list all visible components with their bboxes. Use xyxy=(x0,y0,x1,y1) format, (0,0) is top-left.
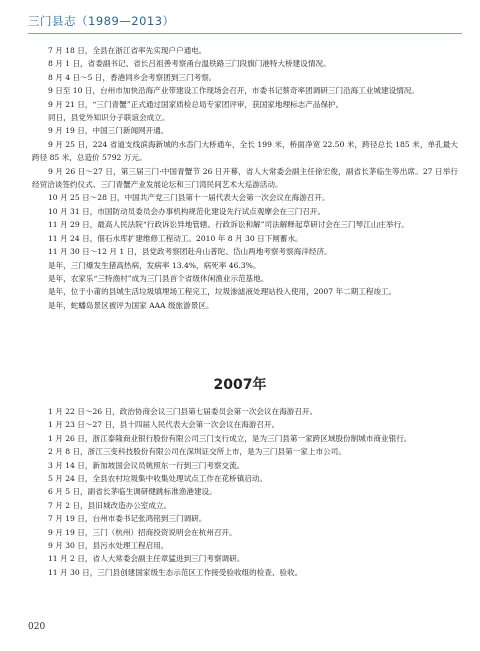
header-title: 三门县志（1989—2013） xyxy=(28,14,175,28)
chronicle-entry: 是年，位于小莆的县城生活垃圾填埋场工程完工，垃圾渗滤液处理站投入使用，2007 年二期工程竣工。 xyxy=(47,287,397,297)
chronicle-entry: 11 月 24 日，佃石水库扩建维修工程动工。2010 年 8 月 30 日下闸蓄水。 xyxy=(47,233,303,243)
header-rule xyxy=(28,33,462,34)
chronicle-entry: 9 月 19 日，中国三门新闻网开通。 xyxy=(47,126,169,136)
chronicle-entry: 1 月 23 日～27 日，县十四届人民代表大会第一次会议在海游召开。 xyxy=(47,420,280,430)
chronicle-entry: 1 月 22 日～26 日，政治协商会议三门县第七届委员会第一次会议在海游召开。 xyxy=(47,407,318,416)
entries-2006 xyxy=(32,44,458,312)
chronicle-entry: 是年，农家乐“三特渔村”成为三门县首个省级休闲渔业示范基地。 xyxy=(47,273,269,283)
chronicle-entry: 9 月 21 日，“三门青蟹”正式通过国家质检总局专家团评审，获国家地理标志产品保护。 xyxy=(47,99,344,109)
chronicle-entry: 7 月 18 日，全县在浙江省率先实现户户通电。 xyxy=(47,46,207,55)
chronicle-entry: 3 月 14 日，新加坡国会议员姚照东一行到三门考察交流。 xyxy=(47,460,245,470)
chronicle-entry: 9 月 26 日～27 日，第三届三门·中国青蟹节 26 日开幕，省人大常委会副主任徐宏俊，副省长茅临生等出席。27 日举行经贸洽谈签约仪式、三门青蟹产业发展论坛和三门湾民间艺术大巡游活动。 xyxy=(32,166,458,190)
chronicle-entry: 11 月 29 日，最高人民法院“行政诉讼异地管辖、行政诉讼和解”司法解释起草研讨会在三门琴江山庄举行。 xyxy=(47,220,409,230)
chronicle-entry: 8 月 1 日，省委副书记、省长吕祖善考察甬台温铁路三门段旗门港特大桥建设情况。 xyxy=(47,59,331,69)
entries-2007 xyxy=(32,405,458,579)
chronicle-entry: 7 月 2 日，县旧城改造办公室成立。 xyxy=(47,500,172,510)
chronicle-entry: 11 月 30 日，三门县创建国家级生态示范区工作接受验收组的检查、验收。 xyxy=(47,567,303,577)
chronicle-entry: 1 月 26 日，浙江泰隆商业银行股份有限公司三门支行成立，是为三门县第一家跨区域股份制城市商业银行。 xyxy=(47,433,412,443)
chronicle-entry: 10 月 25 日～28 日，中国共产党三门县第十一届代表大会第一次会议在海游召开。 xyxy=(47,193,330,203)
chronicle-entry: 7 月 19 日，台州市委书记张鸿铭到三门调研。 xyxy=(47,514,207,524)
chronicle-entry: 9 月 30 日，县污水处理工程启用。 xyxy=(47,541,169,551)
year-heading: 2007年 xyxy=(213,377,267,393)
chronicle-entry: 5 月 24 日，全县农村垃圾集中收集处理试点工作在花桥镇启动。 xyxy=(47,474,268,484)
chronicle-entry: 是年，三门爆发生猪高热病，发病率 13.4%，病死率 46.3%。 xyxy=(47,260,261,270)
chronicle-entry: 10 月 31 日，市国防动员委员会办事机构规范化建设先行试点观摩会在三门召开。 xyxy=(47,206,326,216)
page-number: 020 xyxy=(28,622,46,632)
chronicle-entry: 2 月 8 日，浙江三变科技股份有限公司在深圳证交所上市，是为三门县第一家上市公司。 xyxy=(47,447,346,457)
chronicle-entry: 11 月 30 日～12 月 1 日，县党政考察团赴舟山普陀、岱山两地考察考察海洋经济。 xyxy=(47,247,332,257)
chronicle-entry: 11 月 2 日，省人大常委会副主任章猛进到三门考察调研。 xyxy=(47,554,245,564)
chronicle-entry: 6 月 5 日，副省长茅临生调研健跳标准渔港建设。 xyxy=(47,487,217,497)
chronicle-entry: 8 月 4 日～5 日，香港同乡会考察团到三门考察。 xyxy=(47,72,217,82)
chronicle-entry: 9 日至 10 日，台州市加快沿海产业带建设工作现场会召开，市委书记蔡奇率团调研三门沿海工业城建设情况。 xyxy=(47,86,419,96)
chronicle-entry: 9 月 19 日，三门（杭州）招商投资说明会在杭州召开。 xyxy=(47,527,237,537)
chronicle-entry: 同日，县党外知识分子联谊会成立。 xyxy=(47,113,170,123)
chronicle-entry: 是年，蛇蟠岛景区被评为国家 AAA 级旅游景区。 xyxy=(47,300,214,310)
chronicle-entry: 9 月 25 日，224 省道支线滨海新城的水岙门大桥通车，全长 199 米，桥面净宽 22.50 米，跨径总长 185 米，单孔最大跨径 85 米，总造价 5792 万元。 xyxy=(32,139,458,163)
